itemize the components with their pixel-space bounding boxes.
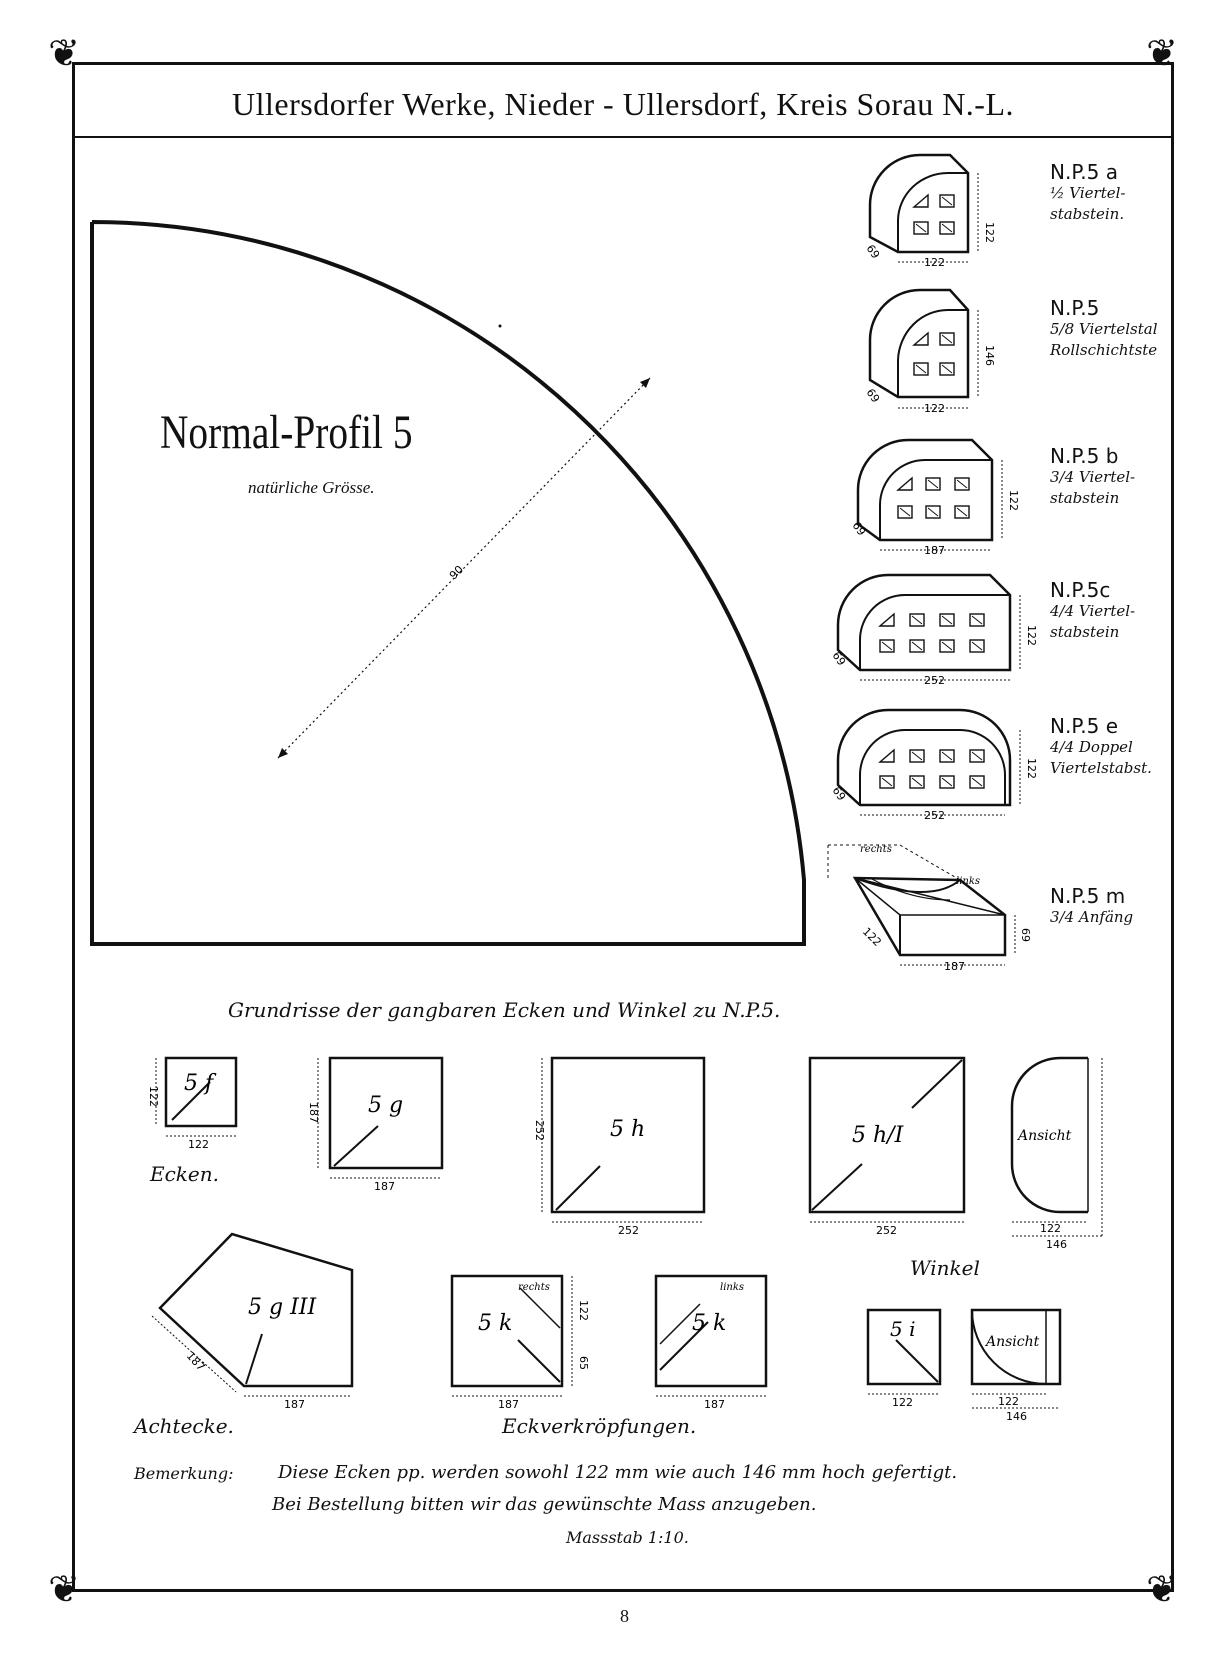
np5m-code: N.P.5 m <box>1050 884 1126 908</box>
ansicht1-label: Ansicht <box>1018 1128 1072 1144</box>
profile-np5c-drawing <box>838 575 1020 680</box>
corner-5k-links-width-dim: 187 <box>704 1398 725 1411</box>
corner-5g-label: 5 g <box>368 1093 404 1118</box>
scale-note: Massstab 1:10. <box>566 1528 689 1547</box>
corner-5gIII-label: 5 g III <box>248 1295 317 1320</box>
corner-ornament-top-right: ❦ <box>1146 31 1178 75</box>
np5-code: N.P.5 <box>1050 296 1100 320</box>
ansicht2-width1-dim: 122 <box>998 1395 1019 1408</box>
np5c-desc1: 4/4 Viertel- <box>1050 602 1136 620</box>
corner-5k-rechts-label: 5 k <box>478 1311 513 1336</box>
page-title: Normal-Profil 5 <box>160 406 413 459</box>
corner-5k-rechts-drawing <box>452 1276 572 1396</box>
np5a-code: N.P.5 a <box>1050 160 1118 184</box>
np5m-width-dim: 187 <box>944 960 965 973</box>
corner-5k-rechts-tag: rechts <box>518 1282 550 1293</box>
corner-5h-label: 5 h <box>610 1117 646 1142</box>
corner-5f-label: 5 f <box>184 1071 214 1096</box>
np5e-depth-dim: 69 <box>829 784 849 804</box>
np5m-height-dim: 69 <box>1019 928 1032 942</box>
corner-5k-links-drawing <box>656 1276 766 1396</box>
np5m-links-label: links <box>956 876 981 887</box>
np5a-desc2: stabstein. <box>1050 205 1125 223</box>
page-subtitle: natürliche Grösse. <box>248 478 375 497</box>
np5b-height-dim: 122 <box>1007 490 1020 511</box>
remark-label: Bemerkung: <box>134 1464 234 1483</box>
profile-np5b-drawing <box>858 440 1002 550</box>
np5e-width-dim: 252 <box>924 809 945 822</box>
np5e-label <box>1050 716 1152 779</box>
np5e-code: N.P.5 e <box>1050 714 1119 738</box>
np5-label <box>1050 298 1158 361</box>
profile-np5a-drawing <box>870 155 978 262</box>
np5e-desc2: Viertelstabst. <box>1050 759 1152 777</box>
corner-5i-label: 5 i <box>890 1317 916 1341</box>
corner-5k-links-tag: links <box>720 1282 745 1293</box>
np5b-width-dim: 187 <box>924 544 945 557</box>
corner-5f-height-dim: 122 <box>147 1086 160 1107</box>
section-heading: Grundrisse der gangbaren Ecken und Winkel zu N.P.5. <box>228 998 781 1022</box>
corner-5gIII-width-dim: 187 <box>284 1398 305 1411</box>
corner-ornament-top-left: ❦ <box>48 31 80 75</box>
np5-desc2: Rollschichtste <box>1050 341 1158 359</box>
np5b-depth-dim: 69 <box>849 519 869 539</box>
np5-depth-dim: 69 <box>863 386 883 406</box>
ansicht1-width2-dim: 146 <box>1046 1238 1067 1251</box>
np5c-code: N.P.5c <box>1050 578 1111 602</box>
corner-5hI-width-dim: 252 <box>876 1224 897 1237</box>
caption-winkel: Winkel <box>910 1256 980 1280</box>
np5a-width-dim: 122 <box>924 256 945 269</box>
remark-line1: Diese Ecken pp. werden sowohl 122 mm wie auch 146 mm hoch gefertigt. <box>278 1462 958 1483</box>
corner-5hI-label: 5 h/I <box>852 1123 904 1148</box>
corner-ornament-bottom-left: ❦ <box>48 1567 80 1611</box>
corner-5k-rechts-height1-dim: 122 <box>577 1300 590 1321</box>
np5a-label <box>1050 162 1126 225</box>
np5e-desc1: 4/4 Doppel <box>1050 738 1133 756</box>
ansicht2-label: Ansicht <box>986 1334 1040 1350</box>
page-number: 8 <box>620 1606 629 1626</box>
np5a-height-dim: 122 <box>983 222 996 243</box>
np5m-label <box>1050 886 1133 928</box>
profile-np5m-drawing <box>828 845 1015 965</box>
np5a-desc1: ½ Viertel- <box>1050 184 1126 202</box>
corner-5h-height-dim: 252 <box>533 1120 546 1141</box>
corner-5f-width-dim: 122 <box>188 1138 209 1151</box>
corner-5k-links-label: 5 k <box>692 1311 727 1336</box>
np5b-code: N.P.5 b <box>1050 444 1119 468</box>
caption-ecken: Ecken. <box>150 1162 219 1186</box>
remark-line2: Bei Bestellung bitten wir das gewünschte Mass anzugeben. <box>272 1494 817 1515</box>
np5m-depth-dim: 122 <box>859 924 884 949</box>
np5-width-dim: 122 <box>924 402 945 415</box>
corner-5h-width-dim: 252 <box>618 1224 639 1237</box>
np5-desc1: 5/8 Viertelstal <box>1050 320 1158 338</box>
corner-5i-width-dim: 122 <box>892 1396 913 1409</box>
corner-5k-rechts-height2-dim: 65 <box>577 1356 590 1370</box>
np5a-depth-dim: 69 <box>863 242 883 262</box>
np5b-desc1: 3/4 Viertel- <box>1050 468 1136 486</box>
normal-profil-5-outline <box>92 222 804 944</box>
np5b-desc2: stabstein <box>1050 489 1120 507</box>
np5c-desc2: stabstein <box>1050 623 1120 641</box>
ansicht2-width2-dim: 146 <box>1006 1410 1027 1423</box>
np5c-width-dim: 252 <box>924 674 945 687</box>
ansicht1-width1-dim: 122 <box>1040 1222 1061 1235</box>
corner-5g-drawing <box>318 1058 442 1178</box>
profile-radius-dim: 90 <box>446 563 467 583</box>
corner-5gIII-depth-dim: 187 <box>183 1349 208 1374</box>
np5c-depth-dim: 69 <box>829 649 849 669</box>
profile-np5-drawing <box>870 290 978 408</box>
np5b-label <box>1050 446 1135 509</box>
corner-5k-rechts-width-dim: 187 <box>498 1398 519 1411</box>
np5e-height-dim: 122 <box>1025 758 1038 779</box>
caption-achtecke: Achtecke. <box>134 1414 234 1438</box>
np5c-height-dim: 122 <box>1025 625 1038 646</box>
corner-5g-height-dim: 187 <box>307 1102 320 1123</box>
caption-eckverkropfungen: Eckverkröpfungen. <box>502 1414 697 1438</box>
corner-ansicht1-drawing <box>1012 1058 1102 1238</box>
np5m-rechts-label: rechts <box>860 844 892 855</box>
corner-ansicht2-drawing <box>972 1310 1060 1408</box>
np5-height-dim: 146 <box>983 345 996 366</box>
corner-5f-drawing <box>156 1058 236 1136</box>
np5c-label <box>1050 580 1135 643</box>
corner-ornament-bottom-right: ❦ <box>1146 1567 1178 1611</box>
page-header: Ullersdorfer Werke, Nieder - Ullersdorf, Kreis Sorau N.-L. <box>231 86 1014 122</box>
np5m-desc1: 3/4 Anfäng <box>1050 908 1134 926</box>
corner-5g-width-dim: 187 <box>374 1180 395 1193</box>
profile-np5e-drawing <box>838 710 1020 815</box>
